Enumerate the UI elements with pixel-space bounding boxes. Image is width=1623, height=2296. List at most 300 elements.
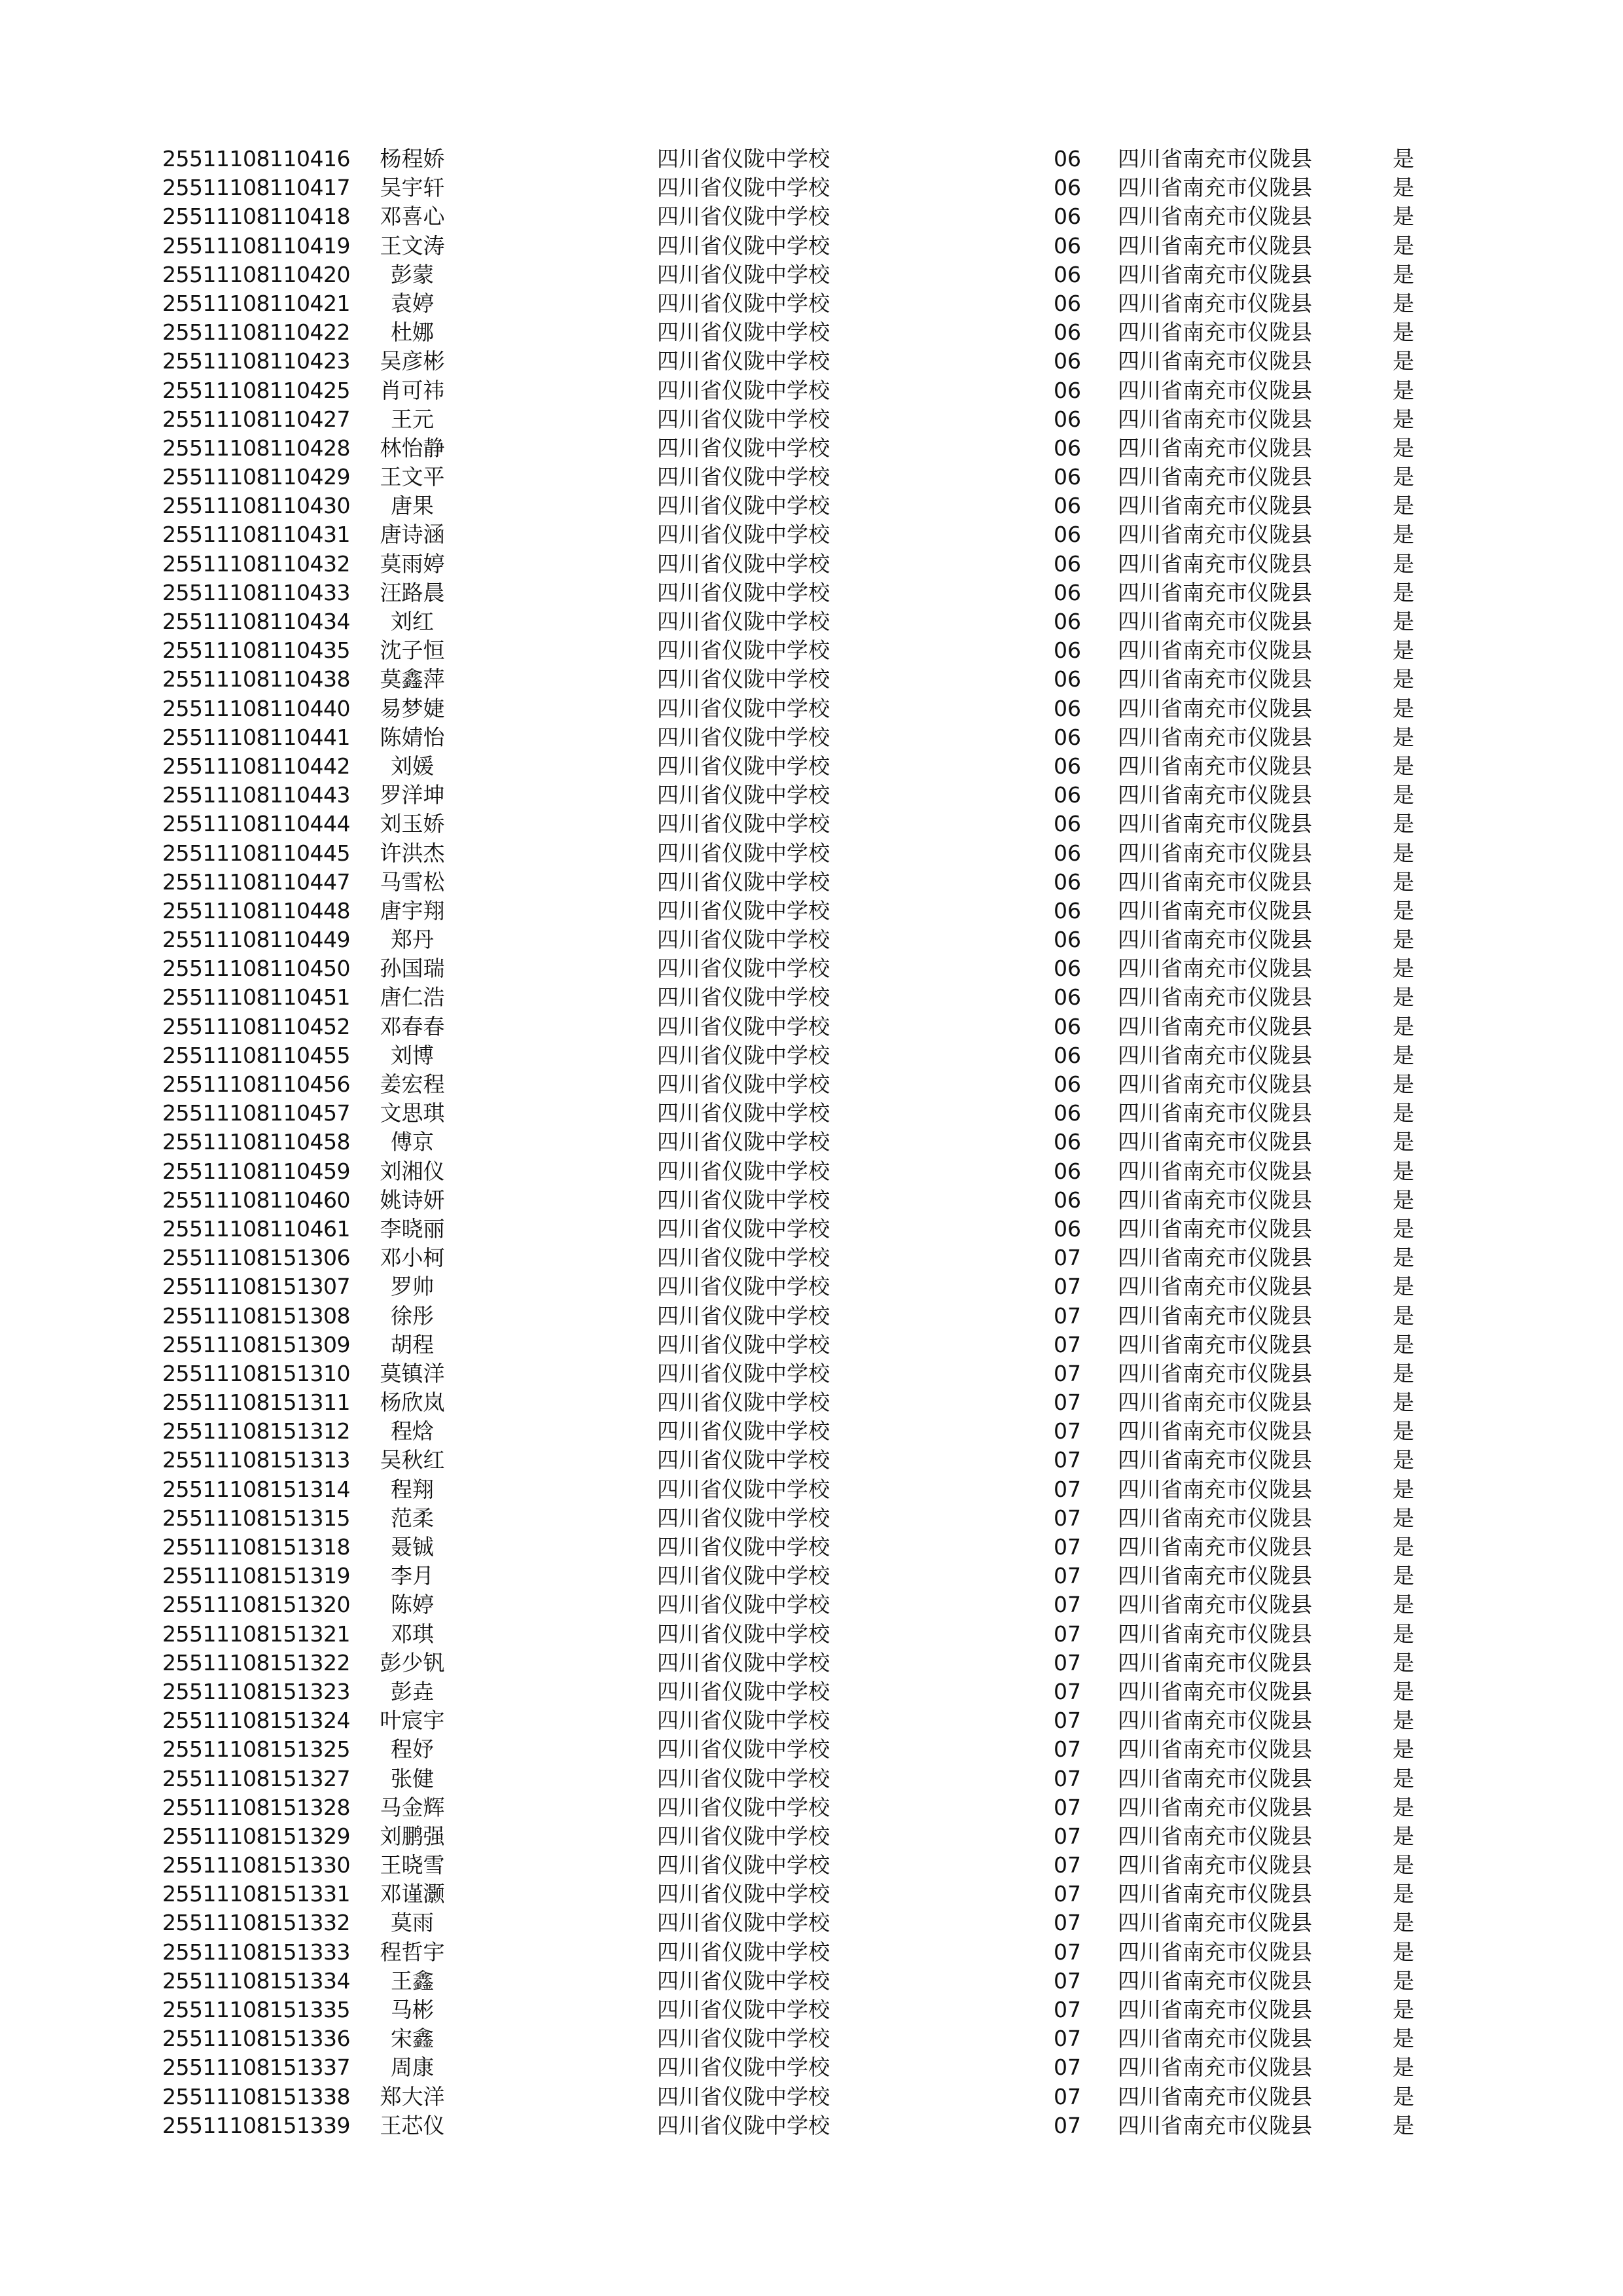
category-code-cell: 06 [1054,261,1081,287]
category-code-cell: 06 [1054,290,1081,316]
region-cell: 四川省南充市仪陇县 [1118,782,1312,808]
exam-number-cell: 25511108151312 [162,1418,350,1444]
status-flag-cell: 是 [1393,1418,1414,1444]
status-flag-cell: 是 [1393,1187,1414,1213]
category-code-cell: 06 [1054,1042,1081,1068]
region-cell: 四川省南充市仪陇县 [1118,1765,1312,1791]
region-cell: 四川省南充市仪陇县 [1118,666,1312,692]
school-name-cell: 四川省仪陇中学校 [657,811,830,837]
student-name-cell: 姜宏程 [380,1071,445,1097]
school-name-cell: 四川省仪陇中学校 [657,724,830,750]
student-name-cell: 孙国瑞 [380,956,445,982]
region-cell: 四川省南充市仪陇县 [1118,550,1312,577]
student-name-cell: 吴彦彬 [380,348,445,374]
school-name-cell: 四川省仪陇中学校 [657,869,830,895]
school-name-cell: 四川省仪陇中学校 [657,1823,830,1849]
school-name-cell: 四川省仪陇中学校 [657,1476,830,1502]
exam-number-cell: 25511108110435 [162,637,350,664]
status-flag-cell: 是 [1393,1129,1414,1155]
status-flag-cell: 是 [1393,1331,1414,1357]
table-row [0,810,1623,838]
category-code-cell: 06 [1054,927,1081,953]
student-name-cell: 唐诗涵 [380,522,445,548]
student-name-cell: 张健 [391,1765,434,1791]
table-row [0,2111,1623,2140]
student-name-cell: 易梦婕 [380,695,445,721]
table-row [0,1359,1623,1388]
region-cell: 四川省南充市仪陇县 [1118,1678,1312,1704]
region-cell: 四川省南充市仪陇县 [1118,1042,1312,1068]
category-code-cell: 06 [1054,319,1081,346]
table-row [0,1186,1623,1215]
region-cell: 四川省南充市仪陇县 [1118,493,1312,519]
school-name-cell: 四川省仪陇中学校 [657,1302,830,1329]
region-cell: 四川省南充市仪陇县 [1118,175,1312,201]
region-cell: 四川省南充市仪陇县 [1118,609,1312,634]
category-code-cell: 06 [1054,753,1081,779]
category-code-cell: 07 [1054,1708,1081,1734]
table-row [0,1533,1623,1562]
exam-number-cell: 25511108151333 [162,1939,350,1965]
region-cell: 四川省南充市仪陇县 [1118,1881,1312,1907]
school-name-cell: 四川省仪陇中学校 [657,609,830,634]
table-row [0,1793,1623,1822]
school-name-cell: 四川省仪陇中学校 [657,1765,830,1791]
status-flag-cell: 是 [1393,1013,1414,1039]
category-code-cell: 07 [1054,2054,1081,2081]
exam-number-cell: 25511108151323 [162,1678,350,1704]
school-name-cell: 四川省仪陇中学校 [657,1100,830,1126]
student-name-cell: 文思琪 [380,1100,445,1126]
status-flag-cell: 是 [1393,550,1414,577]
student-name-cell: 马金辉 [380,1794,445,1820]
student-name-cell: 程翔 [391,1476,434,1502]
status-flag-cell: 是 [1393,1390,1414,1416]
exam-number-cell: 25511108110434 [162,609,350,634]
school-name-cell: 四川省仪陇中学校 [657,406,830,432]
region-cell: 四川省南充市仪陇县 [1118,1215,1312,1242]
table-row [0,520,1623,549]
status-flag-cell: 是 [1393,579,1414,605]
region-cell: 四川省南充市仪陇县 [1118,1910,1312,1936]
table-row [0,1446,1623,1475]
status-flag-cell: 是 [1393,782,1414,808]
school-name-cell: 四川省仪陇中学校 [657,695,830,721]
exam-number-cell: 25511108110451 [162,984,350,1011]
category-code-cell: 06 [1054,175,1081,201]
student-name-cell: 唐宇翔 [380,897,445,924]
region-cell: 四川省南充市仪陇县 [1118,1649,1312,1676]
table-row [0,1851,1623,1880]
region-cell: 四川省南充市仪陇县 [1118,1563,1312,1589]
student-name-cell: 郑丹 [391,927,434,953]
table-row [0,868,1623,897]
region-cell: 四川省南充市仪陇县 [1118,1418,1312,1444]
exam-number-cell: 25511108110420 [162,261,350,287]
category-code-cell: 06 [1054,493,1081,519]
category-code-cell: 06 [1054,811,1081,837]
status-flag-cell: 是 [1393,204,1414,230]
student-name-cell: 罗洋坤 [380,782,445,808]
table-row [0,1302,1623,1331]
student-name-cell: 彭垚 [391,1678,434,1704]
school-name-cell: 四川省仪陇中学校 [657,319,830,346]
category-code-cell: 07 [1054,1302,1081,1329]
student-name-cell: 杨欣岚 [380,1390,445,1416]
school-name-cell: 四川省仪陇中学校 [657,1967,830,1994]
exam-number-cell: 25511108110438 [162,666,350,692]
exam-number-cell: 25511108151325 [162,1736,350,1763]
region-cell: 四川省南充市仪陇县 [1118,1129,1312,1155]
region-cell: 四川省南充市仪陇县 [1118,927,1312,953]
exam-number-cell: 25511108110459 [162,1158,350,1184]
exam-number-cell: 25511108151314 [162,1476,350,1502]
school-name-cell: 四川省仪陇中学校 [657,1678,830,1704]
exam-number-cell: 25511108110427 [162,406,350,432]
student-name-cell: 吴秋红 [380,1447,445,1473]
status-flag-cell: 是 [1393,1910,1414,1936]
status-flag-cell: 是 [1393,753,1414,779]
school-name-cell: 四川省仪陇中学校 [657,840,830,866]
student-name-cell: 汪路晨 [380,579,445,605]
exam-number-cell: 25511108151337 [162,2054,350,2081]
status-flag-cell: 是 [1393,493,1414,519]
region-cell: 四川省南充市仪陇县 [1118,579,1312,605]
student-name-cell: 莫鑫萍 [380,666,445,692]
exam-number-cell: 25511108110460 [162,1187,350,1213]
status-flag-cell: 是 [1393,232,1414,259]
table-row [0,492,1623,520]
school-name-cell: 四川省仪陇中学校 [657,175,830,201]
status-flag-cell: 是 [1393,1476,1414,1502]
region-cell: 四川省南充市仪陇县 [1118,232,1312,259]
category-code-cell: 07 [1054,1997,1081,2022]
exam-number-cell: 25511108151327 [162,1765,350,1791]
student-name-cell: 王晓雪 [380,1852,445,1878]
exam-number-cell: 25511108110449 [162,927,350,953]
category-code-cell: 06 [1054,869,1081,895]
school-name-cell: 四川省仪陇中学校 [657,666,830,692]
table-row [0,1562,1623,1590]
student-name-cell: 陈婧怡 [380,724,445,750]
student-name-cell: 范柔 [391,1505,434,1531]
student-name-cell: 郑大洋 [380,2083,445,2109]
category-code-cell: 06 [1054,1013,1081,1039]
exam-number-cell: 25511108110430 [162,493,350,519]
table-row [0,2024,1623,2053]
school-name-cell: 四川省仪陇中学校 [657,1245,830,1271]
status-flag-cell: 是 [1393,2083,1414,2109]
school-name-cell: 四川省仪陇中学校 [657,261,830,287]
status-flag-cell: 是 [1393,1621,1414,1647]
region-cell: 四川省南充市仪陇县 [1118,695,1312,721]
exam-number-cell: 25511108110456 [162,1071,350,1097]
student-name-cell: 刘红 [391,609,434,634]
region-cell: 四川省南充市仪陇县 [1118,840,1312,866]
category-code-cell: 06 [1054,1215,1081,1242]
category-code-cell: 07 [1054,1736,1081,1763]
status-flag-cell: 是 [1393,290,1414,316]
category-code-cell: 07 [1054,1823,1081,1849]
table-row [0,1388,1623,1417]
exam-number-cell: 25511108151318 [162,1534,350,1560]
student-name-cell: 莫镇洋 [380,1360,445,1386]
table-row [0,1013,1623,1041]
category-code-cell: 06 [1054,1187,1081,1213]
category-code-cell: 07 [1054,1505,1081,1531]
student-name-cell: 李晓丽 [380,1215,445,1242]
student-name-cell: 邓喜心 [380,204,445,230]
school-name-cell: 四川省仪陇中学校 [657,637,830,664]
table-row [0,1620,1623,1649]
school-name-cell: 四川省仪陇中学校 [657,1910,830,1936]
school-name-cell: 四川省仪陇中学校 [657,1158,830,1184]
table-row [0,2053,1623,2082]
region-cell: 四川省南充市仪陇县 [1118,319,1312,346]
student-name-cell: 许洪杰 [380,840,445,866]
table-row [0,347,1623,376]
student-name-cell: 程哲宇 [380,1939,445,1965]
table-row [0,232,1623,260]
table-row [0,318,1623,347]
school-name-cell: 四川省仪陇中学校 [657,897,830,924]
school-name-cell: 四川省仪陇中学校 [657,377,830,403]
school-name-cell: 四川省仪陇中学校 [657,232,830,259]
region-cell: 四川省南充市仪陇县 [1118,1997,1312,2022]
school-name-cell: 四川省仪陇中学校 [657,1621,830,1647]
table-row [0,839,1623,868]
exam-number-cell: 25511108110447 [162,869,350,895]
category-code-cell: 06 [1054,146,1081,171]
table-row [0,1331,1623,1359]
table-row [0,173,1623,202]
status-flag-cell: 是 [1393,1042,1414,1068]
category-code-cell: 06 [1054,377,1081,403]
student-name-cell: 罗帅 [391,1274,434,1300]
status-flag-cell: 是 [1393,435,1414,461]
exam-number-cell: 25511108110450 [162,956,350,982]
region-cell: 四川省南充市仪陇县 [1118,2054,1312,2081]
school-name-cell: 四川省仪陇中学校 [657,1042,830,1068]
exam-number-cell: 25511108151308 [162,1302,350,1329]
school-name-cell: 四川省仪陇中学校 [657,1013,830,1039]
student-name-cell: 刘玉娇 [380,811,445,837]
student-name-cell: 刘湘仪 [380,1158,445,1184]
student-name-cell: 刘媛 [391,753,434,779]
student-name-cell: 马雪松 [380,869,445,895]
school-name-cell: 四川省仪陇中学校 [657,348,830,374]
table-row [0,1590,1623,1619]
student-name-cell: 莫雨婷 [380,550,445,577]
category-code-cell: 06 [1054,724,1081,750]
exam-number-cell: 25511108151310 [162,1360,350,1386]
region-cell: 四川省南充市仪陇县 [1118,897,1312,924]
region-cell: 四川省南充市仪陇县 [1118,1447,1312,1473]
school-name-cell: 四川省仪陇中学校 [657,435,830,461]
exam-number-cell: 25511108110448 [162,897,350,924]
table-row [0,1157,1623,1186]
exam-number-cell: 25511108110419 [162,232,350,259]
school-name-cell: 四川省仪陇中学校 [657,146,830,171]
region-cell: 四川省南充市仪陇县 [1118,1071,1312,1097]
table-row [0,1938,1623,1967]
school-name-cell: 四川省仪陇中学校 [657,2112,830,2138]
region-cell: 四川省南充市仪陇县 [1118,261,1312,287]
status-flag-cell: 是 [1393,1274,1414,1300]
category-code-cell: 07 [1054,1794,1081,1820]
category-code-cell: 07 [1054,1534,1081,1560]
region-cell: 四川省南充市仪陇县 [1118,204,1312,230]
status-flag-cell: 是 [1393,666,1414,692]
student-name-cell: 邓琪 [391,1621,434,1647]
table-row [0,260,1623,289]
table-row [0,2083,1623,2111]
status-flag-cell: 是 [1393,2054,1414,2081]
exam-number-cell: 25511108110431 [162,522,350,548]
region-cell: 四川省南充市仪陇县 [1118,1736,1312,1763]
region-cell: 四川省南充市仪陇县 [1118,348,1312,374]
student-name-cell: 杨程娇 [380,146,445,171]
exam-number-cell: 25511108151306 [162,1245,350,1271]
table-row [0,636,1623,665]
exam-number-cell: 25511108151320 [162,1592,350,1618]
category-code-cell: 07 [1054,1447,1081,1473]
region-cell: 四川省南充市仪陇县 [1118,753,1312,779]
school-name-cell: 四川省仪陇中学校 [657,1852,830,1878]
exam-number-cell: 25511108151336 [162,2026,350,2052]
school-name-cell: 四川省仪陇中学校 [657,1649,830,1676]
category-code-cell: 07 [1054,1621,1081,1647]
exam-number-cell: 25511108110445 [162,840,350,866]
exam-number-cell: 25511108151339 [162,2112,350,2138]
category-code-cell: 07 [1054,1649,1081,1676]
exam-number-cell: 25511108151335 [162,1997,350,2022]
region-cell: 四川省南充市仪陇县 [1118,956,1312,982]
exam-number-cell: 25511108110442 [162,753,350,779]
table-row [0,1880,1623,1909]
student-name-cell: 唐果 [391,493,434,519]
table-row [0,954,1623,983]
region-cell: 四川省南充市仪陇县 [1118,406,1312,432]
status-flag-cell: 是 [1393,1215,1414,1242]
table-row [0,1128,1623,1157]
table-row [0,1996,1623,2024]
status-flag-cell: 是 [1393,319,1414,346]
category-code-cell: 06 [1054,348,1081,374]
category-code-cell: 07 [1054,2112,1081,2138]
student-name-cell: 刘博 [391,1042,434,1068]
school-name-cell: 四川省仪陇中学校 [657,1215,830,1242]
status-flag-cell: 是 [1393,1534,1414,1560]
status-flag-cell: 是 [1393,146,1414,171]
exam-number-cell: 25511108110421 [162,290,350,316]
student-name-cell: 王芯仪 [380,2112,445,2138]
category-code-cell: 07 [1054,1967,1081,1994]
exam-number-cell: 25511108151309 [162,1331,350,1357]
status-flag-cell: 是 [1393,1939,1414,1965]
school-name-cell: 四川省仪陇中学校 [657,1447,830,1473]
school-name-cell: 四川省仪陇中学校 [657,1736,830,1763]
exam-number-cell: 25511108110461 [162,1215,350,1242]
region-cell: 四川省南充市仪陇县 [1118,522,1312,548]
category-code-cell: 06 [1054,464,1081,490]
region-cell: 四川省南充市仪陇县 [1118,1331,1312,1357]
table-row [0,925,1623,954]
table-row [0,1765,1623,1793]
table-row [0,202,1623,231]
exam-number-cell: 25511108151322 [162,1649,350,1676]
table-row [0,1099,1623,1128]
region-cell: 四川省南充市仪陇县 [1118,377,1312,403]
status-flag-cell: 是 [1393,1997,1414,2022]
table-row [0,1677,1623,1706]
table-row [0,1967,1623,1996]
student-name-cell: 叶宸宇 [380,1708,445,1734]
student-name-cell: 傅京 [391,1129,434,1155]
status-flag-cell: 是 [1393,1592,1414,1618]
category-code-cell: 06 [1054,232,1081,259]
school-name-cell: 四川省仪陇中学校 [657,1592,830,1618]
category-code-cell: 07 [1054,1939,1081,1965]
category-code-cell: 06 [1054,1158,1081,1184]
student-name-cell: 马彬 [391,1997,434,2022]
status-flag-cell: 是 [1393,724,1414,750]
school-name-cell: 四川省仪陇中学校 [657,1534,830,1560]
exam-number-cell: 25511108151307 [162,1274,350,1300]
exam-number-cell: 25511108151311 [162,1390,350,1416]
status-flag-cell: 是 [1393,1852,1414,1878]
region-cell: 四川省南充市仪陇县 [1118,1245,1312,1271]
region-cell: 四川省南充市仪陇县 [1118,1621,1312,1647]
category-code-cell: 07 [1054,1678,1081,1704]
table-row [0,1475,1623,1504]
table-row [0,405,1623,434]
table-row [0,1649,1623,1677]
region-cell: 四川省南充市仪陇县 [1118,724,1312,750]
exam-number-cell: 25511108151334 [162,1967,350,1994]
student-name-cell: 王文涛 [380,232,445,259]
exam-number-cell: 25511108110440 [162,695,350,721]
exam-number-cell: 25511108110428 [162,435,350,461]
region-cell: 四川省南充市仪陇县 [1118,1187,1312,1213]
table-row [0,665,1623,694]
region-cell: 四川省南充市仪陇县 [1118,1592,1312,1618]
student-name-cell: 徐彤 [391,1302,434,1329]
school-name-cell: 四川省仪陇中学校 [657,1418,830,1444]
status-flag-cell: 是 [1393,1708,1414,1734]
student-name-cell: 姚诗妍 [380,1187,445,1213]
region-cell: 四川省南充市仪陇县 [1118,1939,1312,1965]
school-name-cell: 四川省仪陇中学校 [657,493,830,519]
school-name-cell: 四川省仪陇中学校 [657,1390,830,1416]
table-row [0,1909,1623,1937]
exam-number-cell: 25511108151315 [162,1505,350,1531]
region-cell: 四川省南充市仪陇县 [1118,1794,1312,1820]
exam-number-cell: 25511108151321 [162,1621,350,1647]
table-row [0,376,1623,405]
category-code-cell: 06 [1054,609,1081,634]
status-flag-cell: 是 [1393,1447,1414,1473]
table-row [0,897,1623,925]
region-cell: 四川省南充市仪陇县 [1118,435,1312,461]
school-name-cell: 四川省仪陇中学校 [657,1331,830,1357]
category-code-cell: 06 [1054,666,1081,692]
school-name-cell: 四川省仪陇中学校 [657,1708,830,1734]
exam-number-cell: 25511108110443 [162,782,350,808]
student-name-cell: 邓谨灏 [380,1881,445,1907]
student-name-cell: 聂铖 [391,1534,434,1560]
table-row [0,781,1623,810]
